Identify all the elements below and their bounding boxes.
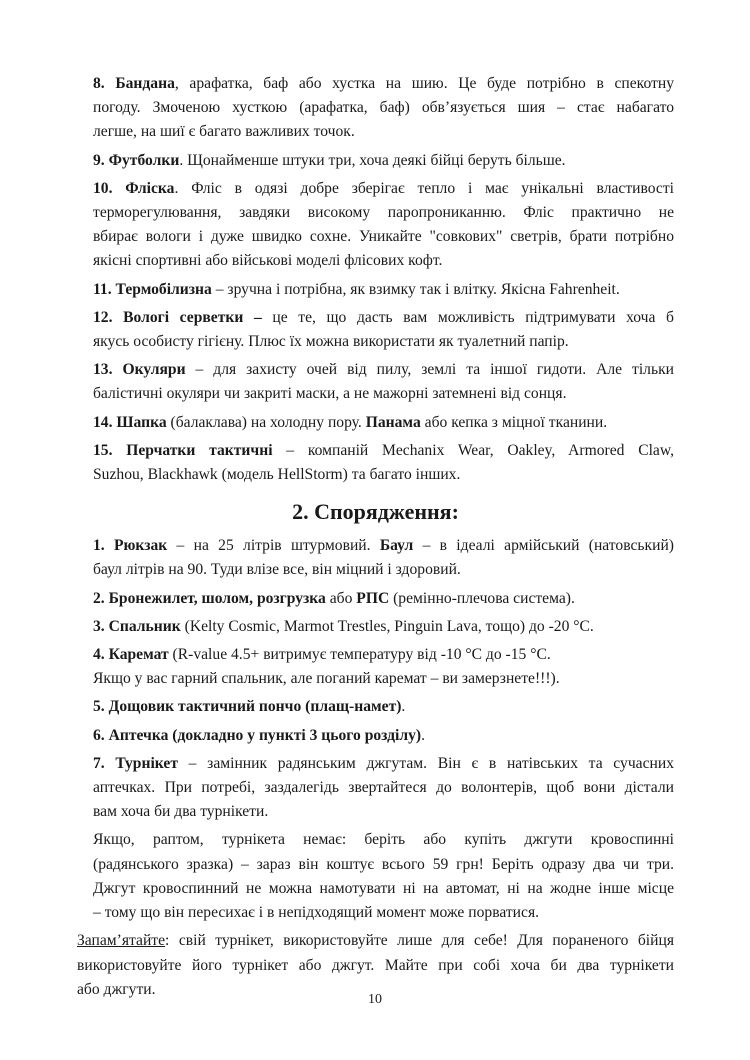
item-tshirts: 9. Футболки. Щонайменше штуки три, хоча деякі бійці беруть більше. [93,151,566,169]
item-glasses: 13. Окуляри – для захисту очей від пилу, землі та іншої гидоти. Але тільки балістичні окуляри чи закриті маски, а не мажорні затемнені від сонця. [93,361,674,403]
item-sleeping-bag: 3. Спальник (Kelty Cosmic, Marmot Trestles, Pinguin Lava, тощо) до -20 °С. [93,617,594,635]
item-tourniquet: 7. Турнікет – замінник радянським джгутам. Він є в натівських та сучасних аптечках. При потребі, заздалегідь звертайтеся до волонтерів, щоб вони дістали вам хоча би два турнікети. [93,754,674,821]
item-backpack: 1. Рюкзак – на 25 літрів штурмовий. Баул – в ідеалі армійський (натовський) баул літрів на 90. Туди влізе все, він міцний і здоровий. [93,537,674,579]
item-hat: 14. Шапка (балаклава) на холодну пору. Панама або кепка з міцної тканини. [93,413,608,431]
item-tactical-gloves: 15. Перчатки тактичні – компаній Mechanix Wear, Oakley, Armored Claw, Suzhou, Blackhawk (модель HellStorm) та багато інших. [93,441,674,484]
item-fleece: 10. Фліска. Фліс в одязі добре зберігає тепло і має унікальні властивості терморегулювання, завдяки високому паропрониканню. Фліс практично не вбирає вологи і дуже швидко сохне. Уникайте "совкових" светрів, брати потрібно якісні спортивні або військові моделі флісових кофт. [93,179,674,270]
item-thermal-underwear: 11. Термобілизна – зручна і потрібна, як взимку так і влітку. Якісна Fahrenheit. [93,280,620,298]
item-sleeping-mat: 4. Каремат (R-value 4.5+ витримує температуру від -10 °С до -15 °С. Якщо у вас гарний спальник, але поганий каремат – ви замерзнете!!!). [93,646,560,688]
section-heading: 2. Спорядження: [292,499,459,525]
item-first-aid-kit: 6. Аптечка (докладно у пункті 3 цього розділу). [93,726,426,744]
item-bandana: 8. Бандана, арафатка, баф або хустка на шию. Це буде потрібно в спекотну погоду. Змоченою хусткою (арафатка, баф) обв’язується шия – стає набагато легше, на шиї є багато важливих точок. [93,75,674,141]
item-wet-wipes: 12. Вологі серветки – це те, що дасть вам можливість підтримувати хоча б якусь особисту гігієну. Плюс їх можна використати як туалетний папір. [93,308,674,351]
item-body-armor: 2. Бронежилет, шолом, розгрузка або РПС (ремінно-плечова система). [93,589,575,607]
remember-note: Запам’ятайте: свій турнікет, використовуйте лише для себе! Для пораненого бійця використовуйте його турнікет або джгут. Майте при собі хоча би два турнікети або джгути. [77,932,674,998]
item-poncho: 5. Дощовик тактичний пончо (плащ-намет). [93,698,406,716]
tourniquet-alternative-paragraph: Якщо, раптом, турнікета немає: беріть або купіть джгути кровоспинні (радянського зразка) – зараз він коштує всього 59 грн! Беріть одразу два чи три. Джгут кровоспинний не можна намотувати ні на автомат, ні на жодне інше місце – тому що він пересихає і в непідходящий момент може порватися. [93,831,674,922]
page-number: 10 [368,992,382,1007]
